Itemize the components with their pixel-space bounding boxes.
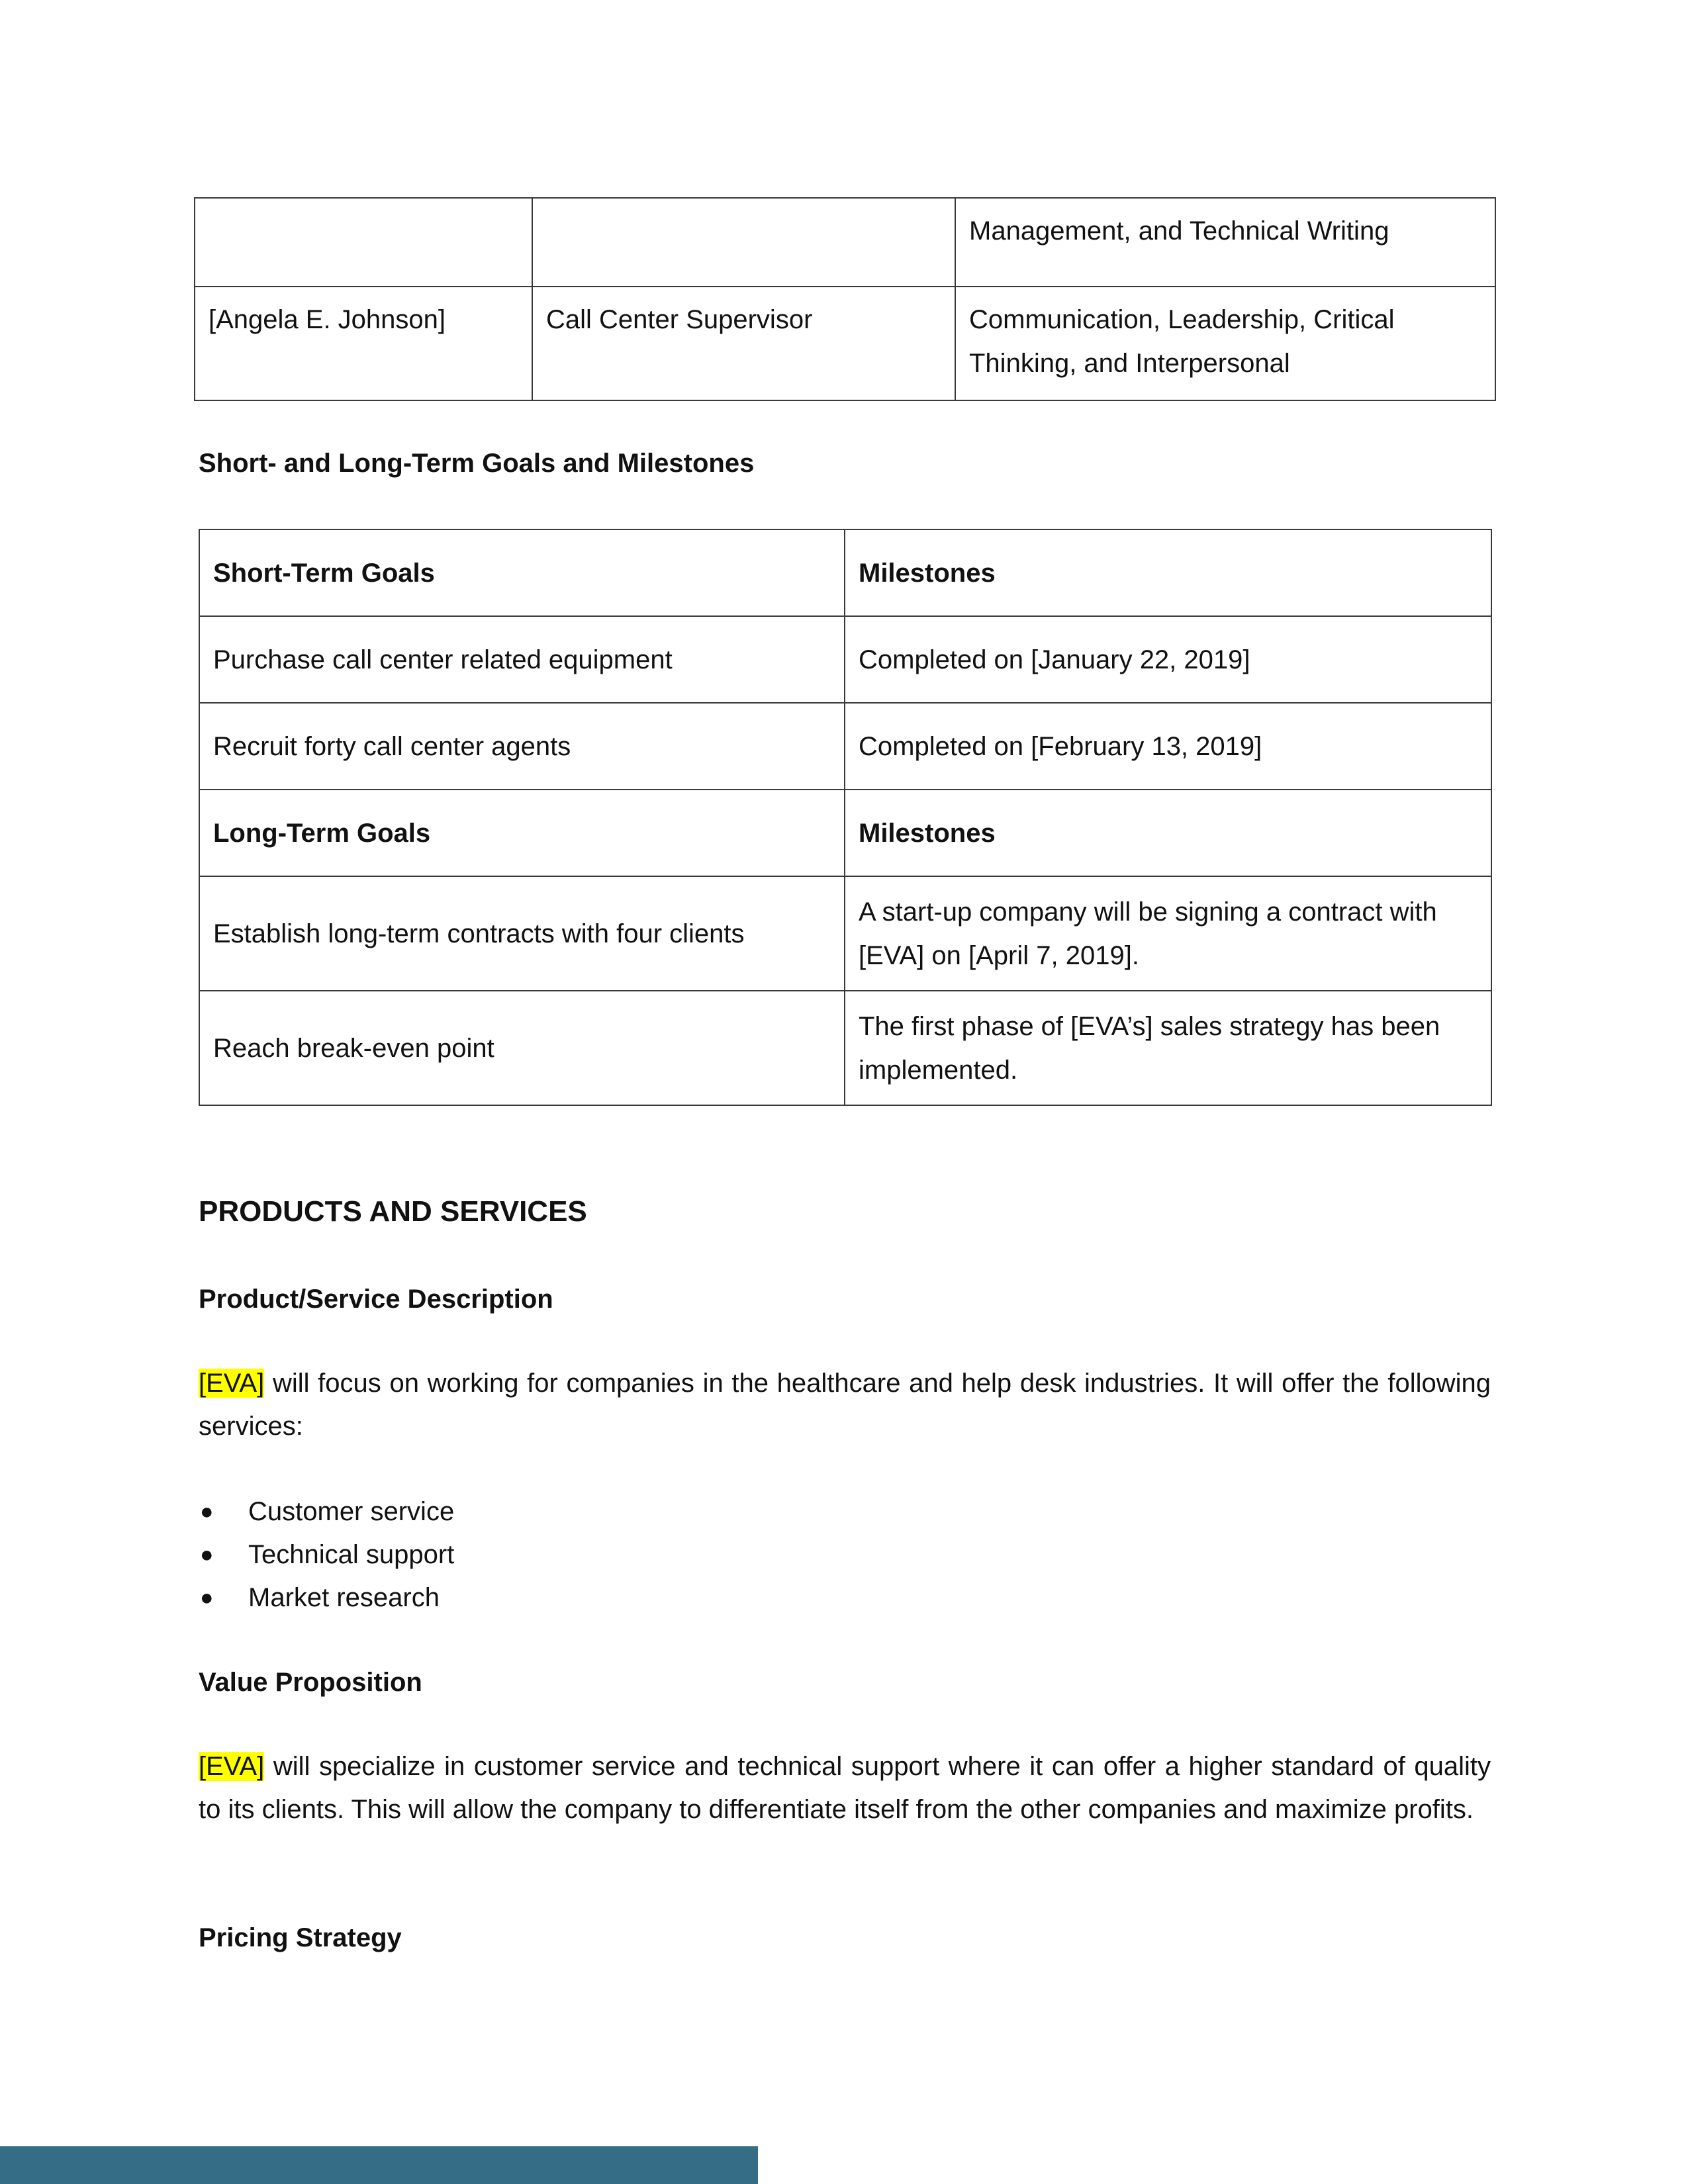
table-row [199, 876, 1491, 991]
value-text: will specialize in customer service and technical support where it can offer a higher standard of quality to its clients. This will allow the company to differentiate itself from the other companies and maximize profits. [199, 1752, 1491, 1824]
team-skills-cell: Management, and Technical Writing [955, 198, 1495, 287]
goal-cell: Recruit forty call center agents [199, 703, 845, 790]
services-list [199, 1490, 454, 1619]
team-role-cell: Call Center Supervisor [532, 287, 955, 400]
products-section-title: PRODUCTS AND SERVICES [199, 1195, 587, 1228]
team-name-cell [195, 198, 532, 287]
team-role-cell [532, 198, 955, 287]
value-proposition-heading: Value Proposition [199, 1668, 422, 1697]
milestones-header: Milestones [845, 529, 1491, 616]
milestone-cell: The first phase of [EVA’s] sales strategy has been implemented. [845, 991, 1491, 1105]
goal-cell: Purchase call center related equipment [199, 616, 845, 703]
long-term-goals-header: Long-Term Goals [199, 790, 845, 876]
goals-heading: Short- and Long-Term Goals and Milestones [199, 449, 755, 478]
list-item [199, 1576, 454, 1619]
table-header-row [199, 529, 1491, 616]
goal-cell: Establish long-term contracts with four clients [199, 876, 845, 991]
footer-bar [0, 2146, 758, 2184]
team-name-cell: [Angela E. Johnson] [195, 287, 532, 400]
highlight-placeholder: [EVA] [199, 1752, 265, 1781]
value-proposition-paragraph [199, 1745, 1491, 1831]
description-text: will focus on working for companies in the healthcare and help desk industries. It will offer the following services: [199, 1369, 1491, 1441]
table-row [199, 703, 1491, 790]
short-term-goals-header: Short-Term Goals [199, 529, 845, 616]
pricing-strategy-heading: Pricing Strategy [199, 1923, 402, 1952]
team-table [194, 197, 1496, 401]
product-description-paragraph [199, 1362, 1491, 1448]
milestones-header: Milestones [845, 790, 1491, 876]
goals-table [199, 529, 1492, 1106]
service-label: Customer service [248, 1497, 455, 1526]
service-label: Market research [248, 1583, 440, 1612]
bullet-icon: ● [200, 1585, 214, 1610]
milestone-cell: Completed on [February 13, 2019] [845, 703, 1491, 790]
table-header-row [199, 790, 1491, 876]
table-row [199, 991, 1491, 1105]
list-item [199, 1490, 454, 1533]
product-description-heading: Product/Service Description [199, 1285, 553, 1314]
list-item [199, 1533, 454, 1576]
highlight-placeholder: [EVA] [199, 1369, 265, 1398]
table-row [199, 616, 1491, 703]
goal-cell: Reach break-even point [199, 991, 845, 1105]
bullet-icon: ● [200, 1542, 214, 1567]
team-skills-cell: Communication, Leadership, Critical Thinking, and Interpersonal [955, 287, 1495, 400]
milestone-cell: A start-up company will be signing a contract with [EVA] on [April 7, 2019]. [845, 876, 1491, 991]
milestone-cell: Completed on [January 22, 2019] [845, 616, 1491, 703]
table-row [195, 198, 1495, 287]
bullet-icon: ● [200, 1499, 214, 1524]
table-row [195, 287, 1495, 400]
service-label: Technical support [248, 1540, 455, 1569]
